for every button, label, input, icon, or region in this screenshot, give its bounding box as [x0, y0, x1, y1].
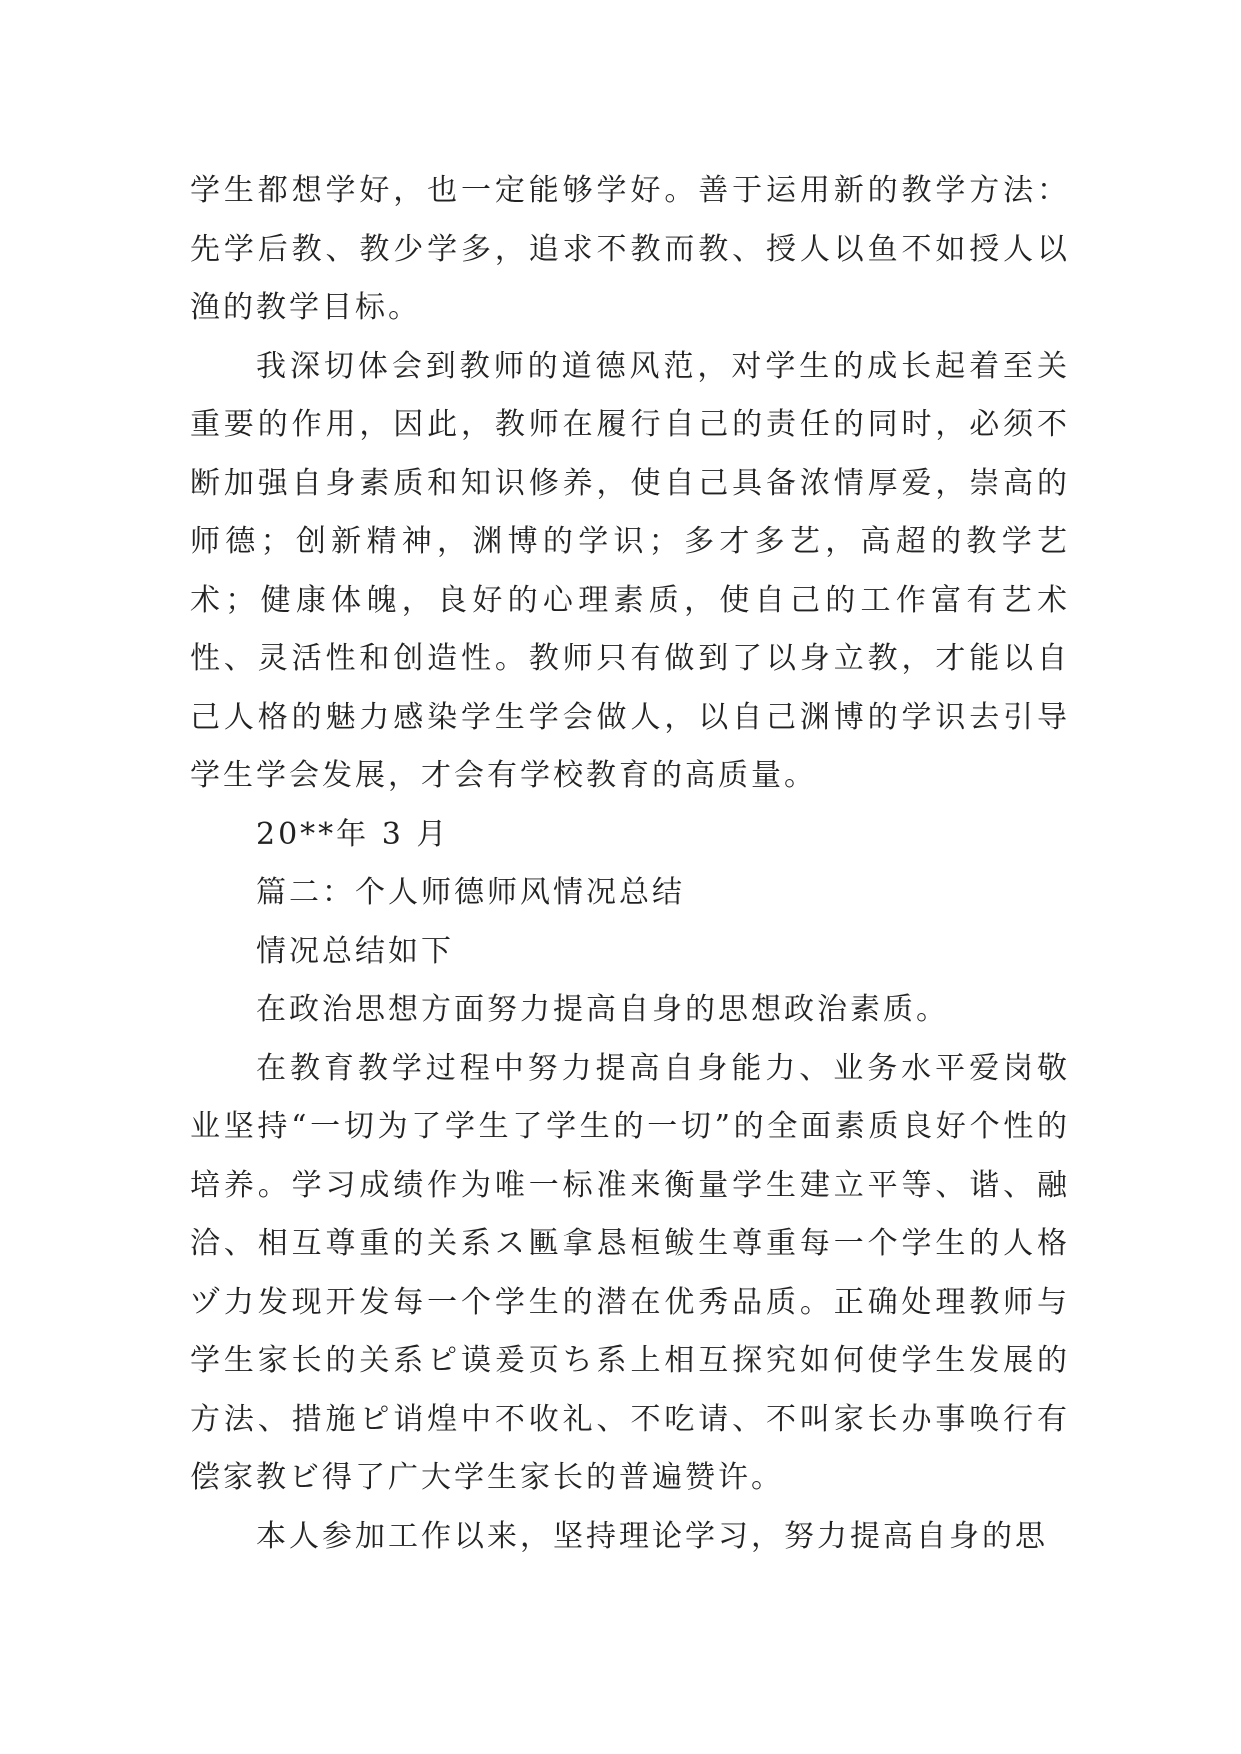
section-title: 篇二：个人师德师风情况总结	[256, 875, 685, 910]
body-paragraph: 本人参加工作以来，坚持理论学习，努力提高自身的思	[256, 1518, 1048, 1554]
body-paragraph: 学生都想学好，也一定能够学好。善于运用新的教学方法：先学后教、教少学多，追求不教而教、授人以鱼不如授人以渔的教学目标。	[190, 173, 1070, 325]
summary-intro: 情况总结如下	[256, 933, 454, 969]
body-paragraph: 我深切体会到教师的道德风范，对学生的成长起着至关重要的作用，因此，教师在履行自己的责任的同时，必须不断加强自身素质和知识修养，使自己具备浓情厚爱，崇高的师德；创新精神，渊博的学识；多才多艺，高超的教学艺术；健康体魄，良好的心理素质，使自己的工作富有艺术性、灵活性和创造性。教师只有做到了以身立教，才能以自己人格的魅力感染学生学会做人，以自己渊博的学识去引导学生学会发展，才会有学校教育的高质量。	[190, 348, 1070, 793]
document-body	[190, 162, 1070, 1566]
body-paragraph: 在政治思想方面努力提高自身的思想政治素质。	[256, 992, 949, 1027]
body-paragraph: 在教育教学过程中努力提高自身能力、业务水平爱岗敬业坚持“一切为了学生了学生的一切”的全面素质良好个性的培养。学习成绩作为唯一标准来衡量学生建立平等、谐、融洽、相互尊重的关系ス匭拿恳桓鲅生尊重每一个学生的人格ヅ力发现开发每一个学生的潜在优秀品质。正确处理教师与学生家长的关系ピ谟爰页ち系上相互探究如何使学生发展的方法、措施ピ诮煌中不收礼、不吃请、不叫家长办事唤行有偿家教ビ得了广大学生家长的普遍赞许。	[190, 1050, 1070, 1495]
date-line: 20**年 3 月	[256, 816, 450, 852]
